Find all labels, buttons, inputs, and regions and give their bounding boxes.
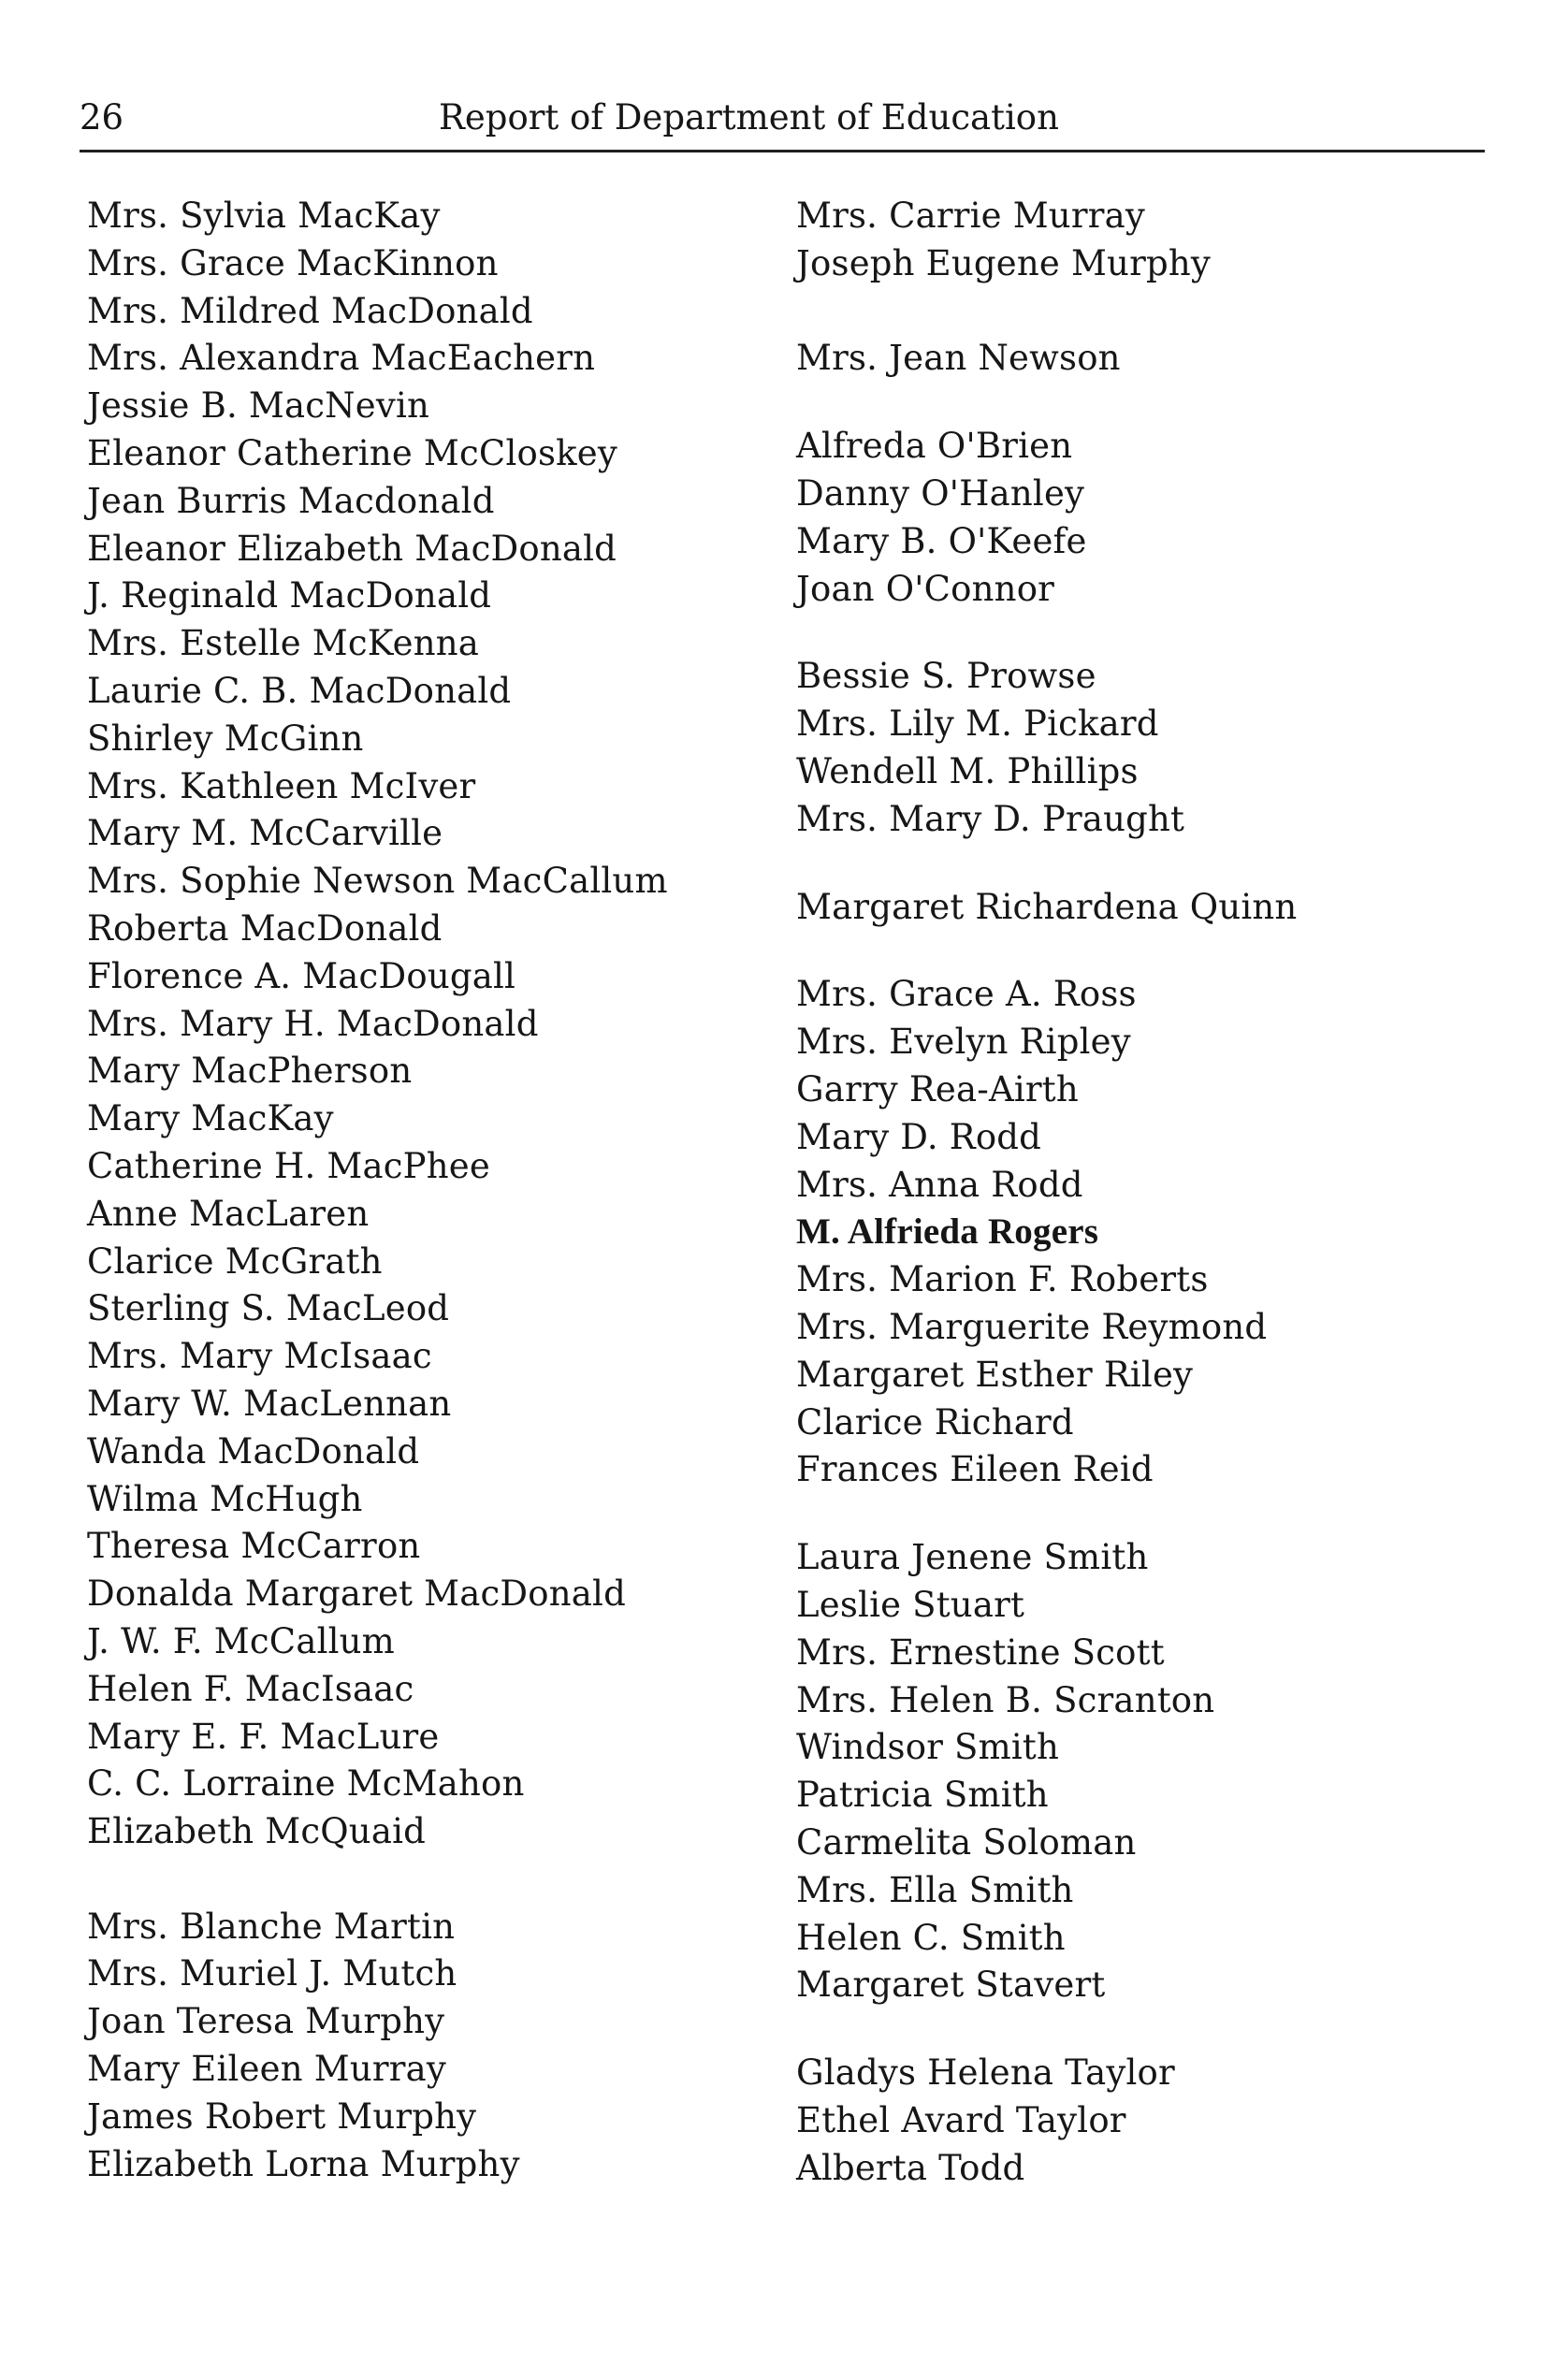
name-entry: C. C. Lorraine McMahon	[87, 1763, 525, 1805]
name-entry: Mrs. Marion F. Roberts	[796, 1259, 1209, 1300]
name-entry: Mrs. Marguerite Reymond	[796, 1306, 1268, 1347]
name-entry: Mrs. Helen B. Scranton	[796, 1679, 1215, 1720]
group-spacer	[796, 844, 1470, 884]
name-entry: Danny O'Hanley	[796, 472, 1085, 514]
name-entry: Joseph Eugene Murphy	[796, 242, 1211, 283]
name-entry: Laurie C. B. MacDonald	[87, 670, 512, 711]
name-entry: J. W. F. McCallum	[87, 1620, 395, 1661]
name-entry: Mrs. Mary H. MacDonald	[87, 1003, 539, 1044]
name-entry: Jean Burris Macdonald	[87, 480, 495, 521]
name-entry: M. Alfrieda Rogers	[796, 1211, 1099, 1253]
name-entry: Mrs. Sylvia MacKay	[87, 196, 441, 236]
name-entry: Anne MacLaren	[87, 1193, 370, 1234]
name-entry: Florence A. MacDougall	[87, 955, 516, 996]
name-entry: Mrs. Mary McIsaac	[87, 1336, 432, 1377]
name-entry: Elizabeth Lorna Murphy	[87, 2143, 520, 2184]
group-spacer	[796, 613, 1470, 653]
name-entry: Mrs. Anna Rodd	[796, 1164, 1083, 1205]
name-entry: Alberta Todd	[796, 2147, 1025, 2188]
name-entry: Gladys Helena Taylor	[796, 2052, 1175, 2094]
name-entry: Mrs. Jean Newson	[796, 338, 1121, 379]
name-entry: Helen F. MacIsaac	[87, 1668, 414, 1709]
name-entry: Mrs. Sophie Newson MacCallum	[87, 861, 668, 902]
name-entry: Joan O'Connor	[796, 568, 1055, 609]
left-name-column	[87, 193, 761, 2188]
name-entry: Mary B. O'Keefe	[796, 520, 1087, 561]
name-entry: Margaret Richardena Quinn	[796, 886, 1298, 927]
name-entry: Mrs. Estelle McKenna	[87, 623, 480, 664]
group-spacer	[796, 383, 1470, 423]
name-entry: Mrs. Ernestine Scott	[796, 1631, 1165, 1673]
name-entry: Joan Teresa Murphy	[87, 2001, 445, 2042]
name-entry: Wilma McHugh	[87, 1478, 363, 1519]
running-title: Report of Department of Education	[439, 97, 1059, 138]
name-entry: Elizabeth McQuaid	[87, 1811, 427, 1852]
name-entry: Mrs. Lily M. Pickard	[796, 703, 1159, 745]
name-entry: Mary Eileen Murray	[87, 2049, 447, 2090]
name-entry: Alfreda O'Brien	[796, 426, 1073, 467]
group-spacer	[87, 1856, 761, 1904]
name-entry: Sterling S. MacLeod	[87, 1288, 450, 1329]
name-entry: Clarice McGrath	[87, 1240, 383, 1282]
name-entry: Wanda MacDonald	[87, 1430, 420, 1472]
name-entry: Carmelita Soloman	[796, 1821, 1137, 1863]
name-entry: Mary W. MacLennan	[87, 1383, 452, 1424]
name-entry: Eleanor Elizabeth MacDonald	[87, 528, 617, 569]
right-name-column	[796, 193, 1470, 2192]
name-entry: Ethel Avard Taylor	[796, 2099, 1126, 2140]
page-header	[80, 92, 1483, 144]
name-entry: Margaret Esther Riley	[796, 1354, 1194, 1395]
name-entry: Margaret Stavert	[796, 1965, 1106, 2006]
name-entry: Shirley McGinn	[87, 718, 364, 759]
name-entry: Donalda Margaret MacDonald	[87, 1573, 626, 1615]
name-entry: Mrs. Grace A. Ross	[796, 974, 1137, 1015]
name-entry: Mrs. Blanche Martin	[87, 1906, 456, 1947]
name-entry: Mrs. Mildred MacDonald	[87, 290, 533, 331]
name-entry: Leslie Stuart	[796, 1584, 1025, 1625]
name-entry: J. Reginald MacDonald	[87, 575, 492, 616]
group-spacer	[796, 2009, 1470, 2050]
name-entry: Helen C. Smith	[796, 1917, 1066, 1958]
name-entry: Clarice Richard	[796, 1401, 1074, 1443]
name-entry: Bessie S. Prowse	[796, 656, 1096, 697]
name-entry: Theresa McCarron	[87, 1526, 421, 1567]
header-rule	[80, 150, 1485, 152]
name-entry: Patricia Smith	[796, 1775, 1049, 1816]
name-entry: Windsor Smith	[796, 1727, 1060, 1768]
group-spacer	[796, 288, 1470, 336]
name-entry: James Robert Murphy	[87, 2095, 477, 2137]
name-entry: Garry Rea-Airth	[796, 1068, 1079, 1109]
name-entry: Mary MacPherson	[87, 1051, 413, 1092]
name-entry: Mrs. Muriel J. Mutch	[87, 1953, 457, 1994]
name-entry: Mrs. Grace MacKinnon	[87, 242, 499, 283]
name-entry: Catherine H. MacPhee	[87, 1145, 490, 1186]
name-entry: Jessie B. MacNevin	[87, 385, 430, 427]
group-spacer	[796, 931, 1470, 971]
page-number: 26	[80, 97, 124, 138]
name-entry: Mary E. F. MacLure	[87, 1716, 440, 1757]
name-entry: Mrs. Mary D. Praught	[796, 798, 1185, 839]
name-entry: Mary MacKay	[87, 1098, 334, 1139]
name-entry: Wendell M. Phillips	[796, 750, 1139, 791]
name-entry: Mrs. Kathleen McIver	[87, 765, 476, 806]
name-entry: Mrs. Carrie Murray	[796, 196, 1145, 236]
name-entry: Mary M. McCarville	[87, 813, 443, 854]
name-entry: Laura Jenene Smith	[796, 1537, 1149, 1578]
name-entry: Mrs. Ella Smith	[796, 1869, 1074, 1910]
name-entry: Roberta MacDonald	[87, 907, 443, 949]
name-entry: Eleanor Catherine McCloskey	[87, 432, 617, 473]
group-spacer	[796, 1494, 1470, 1534]
name-entry: Mrs. Alexandra MacEachern	[87, 338, 596, 379]
name-entry: Mary D. Rodd	[796, 1116, 1042, 1157]
name-entry: Mrs. Evelyn Ripley	[796, 1022, 1131, 1063]
name-entry: Frances Eileen Reid	[796, 1449, 1154, 1490]
